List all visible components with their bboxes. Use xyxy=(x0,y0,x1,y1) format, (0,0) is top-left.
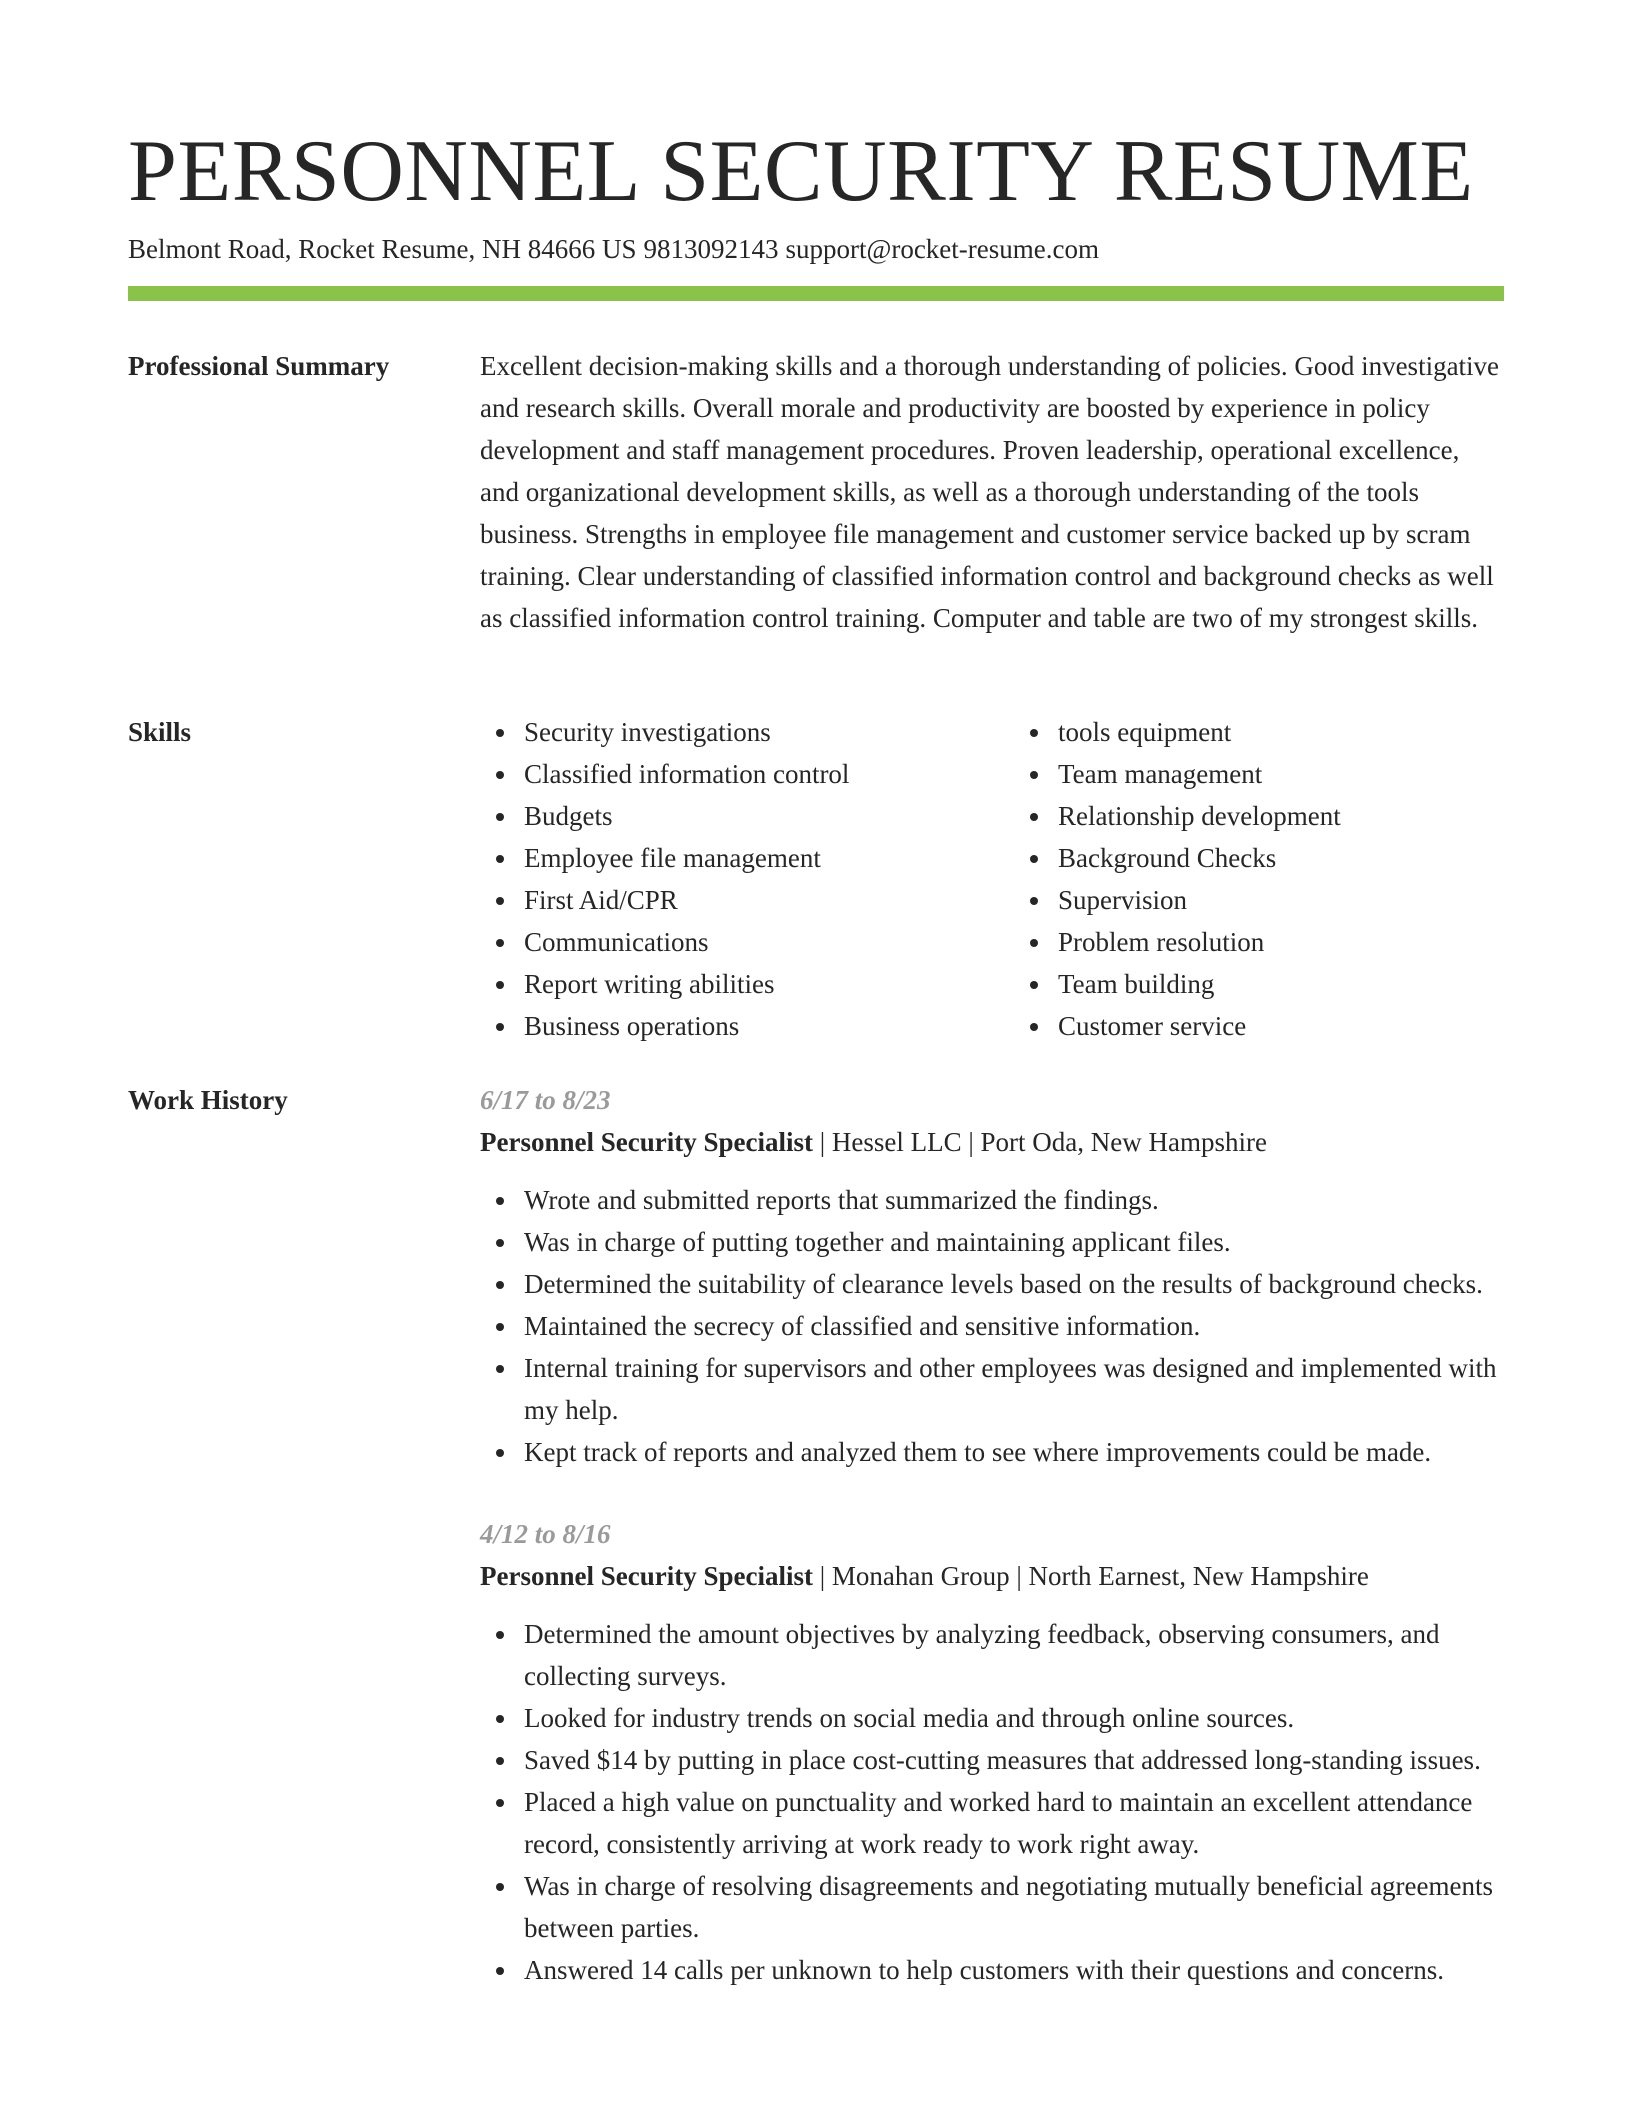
skill-item: Relationship development xyxy=(1058,795,1504,837)
job-bullet: Kept track of reports and analyzed them to see where improvements could be made. xyxy=(524,1431,1504,1473)
job-bullet: Looked for industry trends on social media and through online sources. xyxy=(524,1697,1504,1739)
skill-item: Communications xyxy=(524,921,970,963)
skill-item: Supervision xyxy=(1058,879,1504,921)
work-history-body xyxy=(480,1079,1504,1991)
job-dates: 4/12 to 8/16 xyxy=(480,1519,611,1549)
job-bullet: Maintained the secrecy of classified and sensitive information. xyxy=(524,1305,1504,1347)
skill-item: Business operations xyxy=(524,1005,970,1047)
skill-item: Team building xyxy=(1058,963,1504,1005)
contact-phone: 9813092143 xyxy=(643,234,779,264)
job-bullet: Placed a high value on punctuality and worked hard to maintain an excellent attendance record, consistently arriving at work ready to work right away. xyxy=(524,1781,1504,1865)
job-entry xyxy=(480,1513,1504,1991)
job-bullets xyxy=(480,1179,1504,1473)
skills-list-right xyxy=(1014,711,1504,1047)
skill-item: Budgets xyxy=(524,795,970,837)
skill-item: Team management xyxy=(1058,753,1504,795)
job-entry xyxy=(480,1079,1504,1473)
header-divider xyxy=(128,286,1504,301)
skills-heading: Skills xyxy=(128,717,192,747)
job-bullet: Was in charge of putting together and maintaining applicant files. xyxy=(524,1221,1504,1263)
skill-item: Employee file management xyxy=(524,837,970,879)
skill-item: tools equipment xyxy=(1058,711,1504,753)
job-bullet: Determined the amount objectives by analyzing feedback, observing consumers, and collecting surveys. xyxy=(524,1613,1504,1697)
skills-body xyxy=(480,711,1504,1047)
job-bullet: Answered 14 calls per unknown to help customers with their questions and concerns. xyxy=(524,1949,1504,1991)
skill-item: Problem resolution xyxy=(1058,921,1504,963)
skills-list-left xyxy=(480,711,970,1047)
skill-item: Security investigations xyxy=(524,711,970,753)
job-heading xyxy=(480,1555,1504,1597)
job-heading xyxy=(480,1121,1504,1163)
contact-line xyxy=(128,229,1099,269)
summary-heading: Professional Summary xyxy=(128,351,390,381)
contact-address: Belmont Road, Rocket Resume, NH 84666 US xyxy=(128,234,637,264)
job-dates: 6/17 to 8/23 xyxy=(480,1085,611,1115)
skills-columns xyxy=(480,711,1504,1047)
skill-item: First Aid/CPR xyxy=(524,879,970,921)
skill-item: Classified information control xyxy=(524,753,970,795)
skill-item: Report writing abilities xyxy=(524,963,970,1005)
job-bullet: Wrote and submitted reports that summarized the findings. xyxy=(524,1179,1504,1221)
job-details: | Hessel LLC | Port Oda, New Hampshire xyxy=(812,1127,1267,1157)
resume-title: PERSONNEL SECURITY RESUME xyxy=(128,123,1474,220)
contact-email: support@rocket-resume.com xyxy=(785,234,1099,264)
job-bullet: Determined the suitability of clearance levels based on the results of background checks. xyxy=(524,1263,1504,1305)
job-bullet: Saved $14 by putting in place cost-cutting measures that addressed long-standing issues. xyxy=(524,1739,1504,1781)
skill-item: Customer service xyxy=(1058,1005,1504,1047)
work-history-heading: Work History xyxy=(128,1085,288,1115)
summary-text: Excellent decision-making skills and a thorough understanding of policies. Good investigative and research skills. Overall morale and productivity are boosted by experience in policy development and staff management procedures. Proven leadership, operational excellence, and organizational development skills, as well as a thorough understanding of the tools business. Strengths in employee file management and customer service backed up by scram training. Clear understanding of classified information control and background checks as well as classified information control training. Computer and table are two of my strongest skills. xyxy=(480,351,1500,633)
job-title: Personnel Security Specialist xyxy=(480,1561,813,1591)
job-title: Personnel Security Specialist xyxy=(480,1127,813,1157)
summary-body xyxy=(480,345,1504,639)
skill-item: Background Checks xyxy=(1058,837,1504,879)
job-bullets xyxy=(480,1613,1504,1991)
job-bullet: Was in charge of resolving disagreements and negotiating mutually beneficial agreements between parties. xyxy=(524,1865,1504,1949)
job-bullet: Internal training for supervisors and other employees was designed and implemented with my help. xyxy=(524,1347,1504,1431)
job-details: | Monahan Group | North Earnest, New Hampshire xyxy=(812,1561,1369,1591)
